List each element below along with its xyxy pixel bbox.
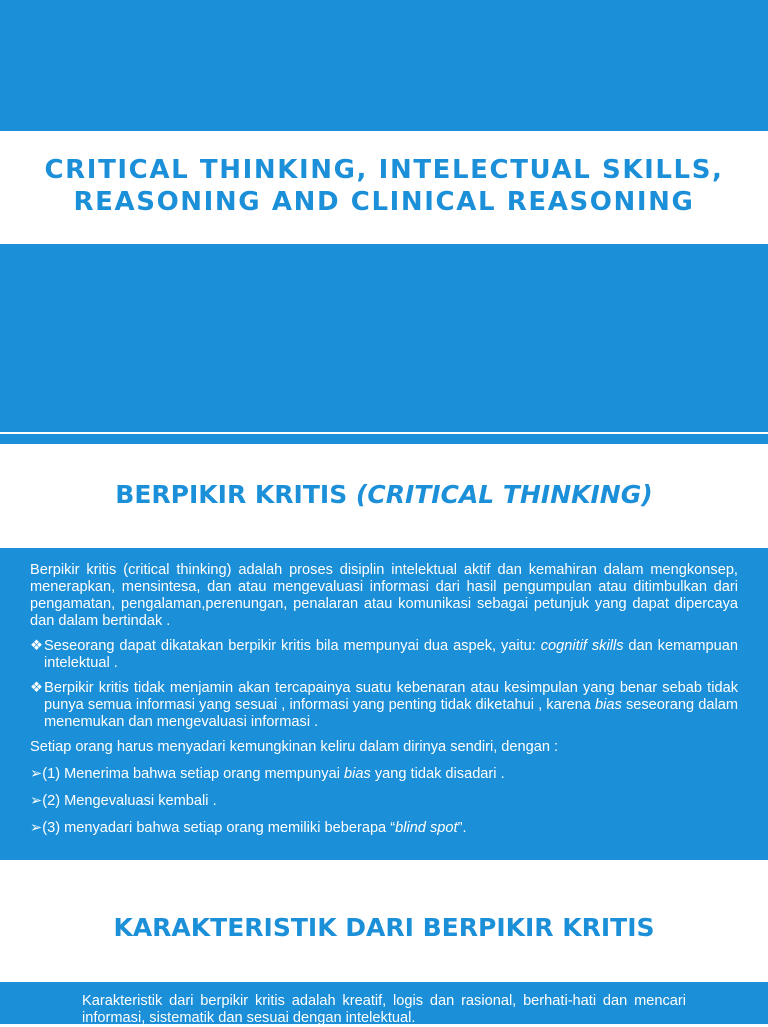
slide1-bottom-band <box>0 244 768 432</box>
bullet-text: Seseorang dapat dikatakan berpikir kritis bila mempunyai dua aspek, yaitu: <box>43 638 541 654</box>
slide2-bullet-no-guarantee <box>30 680 738 731</box>
bullet-text: seseorang dalam menemukan dan mengevaluasi informasi . <box>44 697 738 730</box>
slide1-title <box>0 154 768 218</box>
point-text-italic: bias <box>344 766 371 782</box>
slide2-title <box>0 479 768 511</box>
point-text-italic: blind spot <box>395 820 458 836</box>
point-text: ”. <box>457 820 467 836</box>
arrow-bullet-icon: ➢ <box>30 820 43 836</box>
slide2-point-1 <box>30 766 738 783</box>
arrow-bullet-icon: ➢ <box>30 793 43 809</box>
slide-separator-band <box>0 434 768 444</box>
slide-separator-line <box>0 432 768 433</box>
bullet-text: Berpikir kritis tidak menjamin akan tercapainya suatu kebenaran atau kesimpulan yang benar sebab tidak punya semua informasi yang sesuai , informasi yang penting tidak diketahui , karena <box>44 680 738 713</box>
slide2-title-italic: (CRITICAL THINKING) <box>355 480 653 509</box>
diamond-bullet-icon: ❖ <box>30 680 45 696</box>
point-text: (2) Mengevaluasi kembali . <box>42 793 217 809</box>
slide3-paragraph: Karakteristik dari berpikir kritis adalah kreatif, logis dan rasional, berhati-hati dan mencari informasi, sistematik dan sesuai dengan intelektual. <box>82 993 686 1026</box>
slide2-paragraph-definition: Berpikir kritis (critical thinking) adalah proses disiplin intelektual aktif dan kemahiran dalam mengkonsep, menerapkan, mensintesa, dan atau mengevaluasi informasi dari hasil pengumpulan atau ditimbulkan dari pengamatan, pengalaman,perenungan, penalaran atau komunikasi sebagai petunjuk yang dapat dipercaya dan dalam bertindak . <box>30 562 738 629</box>
slide2-point-3 <box>30 820 738 837</box>
slide2-bullet-aspects <box>30 638 738 672</box>
slide2-point-2 <box>30 793 738 810</box>
slide2-paragraph-awareness: Setiap orang harus menyadari kemungkinan keliru dalam dirinya sendiri, dengan : <box>30 739 559 755</box>
slide2-title-main: BERPIKIR KRITIS <box>115 480 356 509</box>
bullet-text: dan kemampuan intelektual . <box>44 638 738 671</box>
diamond-bullet-icon: ❖ <box>30 638 44 654</box>
bullet-text-italic: bias <box>595 697 622 713</box>
point-text: (1) Menerima bahwa setiap orang mempunyai <box>42 766 344 782</box>
slide1-top-band <box>0 0 768 131</box>
slide3-title: KARAKTERISTIK DARI BERPIKIR KRITIS <box>113 913 655 942</box>
slide1-title-line1: CRITICAL THINKING, INTELECTUAL SKILLS, <box>44 155 724 185</box>
slide1-title-line2: REASONING AND CLINICAL REASONING <box>73 187 695 217</box>
bullet-text-italic: cognitif skills <box>540 638 624 654</box>
arrow-bullet-icon: ➢ <box>30 766 43 782</box>
slide2-body <box>30 562 738 847</box>
point-text: yang tidak disadari . <box>370 766 505 782</box>
point-text: (3) menyadari bahwa setiap orang memiliki beberapa “ <box>42 820 396 836</box>
slide-separator-gap <box>0 860 768 876</box>
